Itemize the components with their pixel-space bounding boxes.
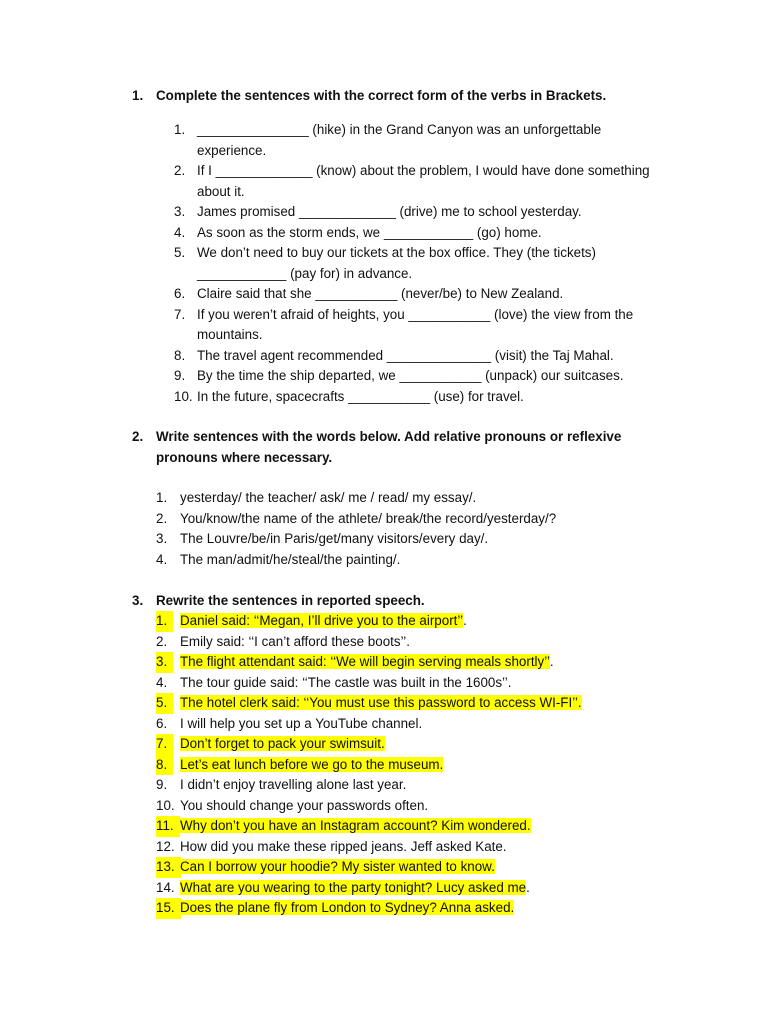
item-sentence: Emily said: ‘‘I can’t afford these boots’’. [180, 633, 410, 649]
item-number: 10. [174, 388, 193, 404]
item-number: 12. [156, 838, 175, 854]
item-sentence: Does the plane fly from London to Sydney? Anna asked. [180, 900, 515, 915]
item-text [197, 366, 667, 387]
item-sentence: The tour guide said: ‘‘The castle was built in the 1600s’’. [180, 674, 512, 690]
item-text [180, 673, 660, 694]
item-text [180, 755, 660, 776]
item-number: 4. [156, 674, 168, 690]
section-title: Rewrite the sentences in reported speech. [156, 593, 425, 608]
item-number: 8. [156, 755, 173, 776]
section-number: 3. [132, 593, 144, 608]
item-sentence: Claire said that she ___________ (never/be) to New Zealand. [197, 286, 564, 301]
item-text [180, 775, 660, 796]
item-number: 5. [174, 245, 186, 260]
item-text [197, 161, 667, 202]
item-text [197, 202, 667, 223]
item-sentence: You/know/the name of the athlete/ break/the record/yesterday/? [180, 510, 557, 526]
item-number: 2. [156, 633, 168, 649]
item-text [180, 529, 660, 550]
item-tail: . [463, 613, 467, 628]
item-text [197, 346, 667, 367]
item-number: 8. [174, 347, 186, 363]
item-sentence: You should change your passwords often. [180, 797, 429, 813]
item-sentence: The hotel clerk said: ‘‘You must use this password to access WI-FI’’. [180, 695, 582, 710]
item-number: 2. [174, 163, 186, 178]
item-text [197, 243, 667, 284]
item-number: 5. [156, 693, 173, 714]
item-sentence: Let’s eat lunch before we go to the museum. [180, 756, 444, 772]
item-text [180, 611, 660, 632]
section-number: 1. [132, 88, 144, 103]
item-number: 11. [156, 816, 180, 837]
section-number: 2. [132, 429, 144, 444]
item-number: 3. [156, 531, 168, 546]
item-tail: . [549, 654, 554, 669]
item-text [180, 816, 660, 837]
item-text [197, 387, 667, 408]
item-text [180, 632, 660, 653]
item-number: 14. [156, 879, 175, 895]
item-number: 7. [156, 734, 173, 755]
item-number: 9. [174, 368, 186, 383]
item-sentence: What are you wearing to the party tonight? Lucy asked me [180, 879, 527, 895]
item-sentence: The flight attendant said: ‘‘We will begin serving meals shortly’’ [180, 654, 550, 669]
item-sentence: The travel agent recommended ______________ (visit) the Taj Mahal. [197, 347, 614, 363]
item-text [180, 796, 660, 817]
item-number: 7. [174, 306, 186, 322]
item-sentence: In the future, spacecrafts ___________ (use) for travel. [197, 388, 524, 404]
item-sentence: Don’t forget to pack your swimsuit. [180, 736, 385, 751]
item-number: 1. [156, 490, 168, 505]
item-sentence: I will help you set up a YouTube channel. [180, 715, 423, 731]
item-sentence: The man/admit/he/steal/the painting/. [180, 551, 401, 567]
item-text [197, 120, 667, 161]
item-number: 1. [156, 611, 173, 632]
item-number: 15. [156, 898, 181, 919]
item-number: 4. [156, 551, 168, 567]
item-sentence: _______________ (hike) in the Grand Canyon was an unforgettable experience. [197, 122, 602, 158]
item-text [180, 878, 660, 899]
item-sentence: Can I borrow your hoodie? My sister wanted to know. [180, 859, 495, 874]
item-text [180, 488, 660, 509]
item-text [180, 837, 660, 858]
item-text [180, 652, 660, 673]
item-text [180, 693, 660, 714]
item-sentence: We don’t need to buy our tickets at the box office. They (the tickets) ____________ (pay for) in advance. [197, 245, 596, 281]
item-number: 4. [174, 224, 186, 240]
item-text [180, 550, 660, 571]
item-text [197, 223, 667, 244]
item-number: 6. [174, 286, 186, 301]
item-text [180, 898, 660, 919]
item-number: 3. [156, 652, 173, 673]
item-sentence: James promised _____________ (drive) me to school yesterday. [197, 204, 582, 219]
item-sentence: How did you make these ripped jeans. Jeff asked Kate. [180, 838, 507, 854]
item-sentence: The Louvre/be/in Paris/get/many visitors/every day/. [180, 531, 489, 546]
item-text [180, 714, 660, 735]
item-sentence: As soon as the storm ends, we ____________ (go) home. [197, 224, 542, 240]
item-sentence: If I _____________ (know) about the problem, I would have done something about it. [197, 163, 650, 199]
item-number: 6. [156, 715, 168, 731]
item-sentence: Daniel said: ‘‘Megan, I’ll drive you to the airport’’ [180, 613, 464, 628]
item-number: 2. [156, 510, 168, 526]
item-text [180, 857, 660, 878]
item-sentence: I didn’t enjoy travelling alone last year. [180, 777, 407, 792]
item-text [180, 509, 660, 530]
item-sentence: If you weren’t afraid of heights, you ___________ (love) the view from the mountains. [197, 306, 634, 342]
section-title: Write sentences with the words below. Add relative pronouns or reflexive pronouns where necessary. [156, 429, 622, 465]
item-sentence: yesterday/ the teacher/ ask/ me / read/ my essay/. [180, 490, 477, 505]
item-text [197, 305, 667, 346]
item-text [180, 734, 660, 755]
item-tail: . [526, 879, 530, 895]
section-title: Complete the sentences with the correct form of the verbs in Brackets. [156, 88, 607, 103]
item-sentence: By the time the ship departed, we ___________ (unpack) our suitcases. [197, 368, 624, 383]
item-sentence: Why don’t you have an Instagram account? Kim wondered. [180, 818, 531, 833]
item-number: 10. [156, 797, 175, 813]
item-number: 3. [174, 204, 186, 219]
item-number: 9. [156, 777, 168, 792]
item-number: 13. [156, 857, 181, 878]
item-text [197, 284, 667, 305]
item-number: 1. [174, 122, 186, 137]
